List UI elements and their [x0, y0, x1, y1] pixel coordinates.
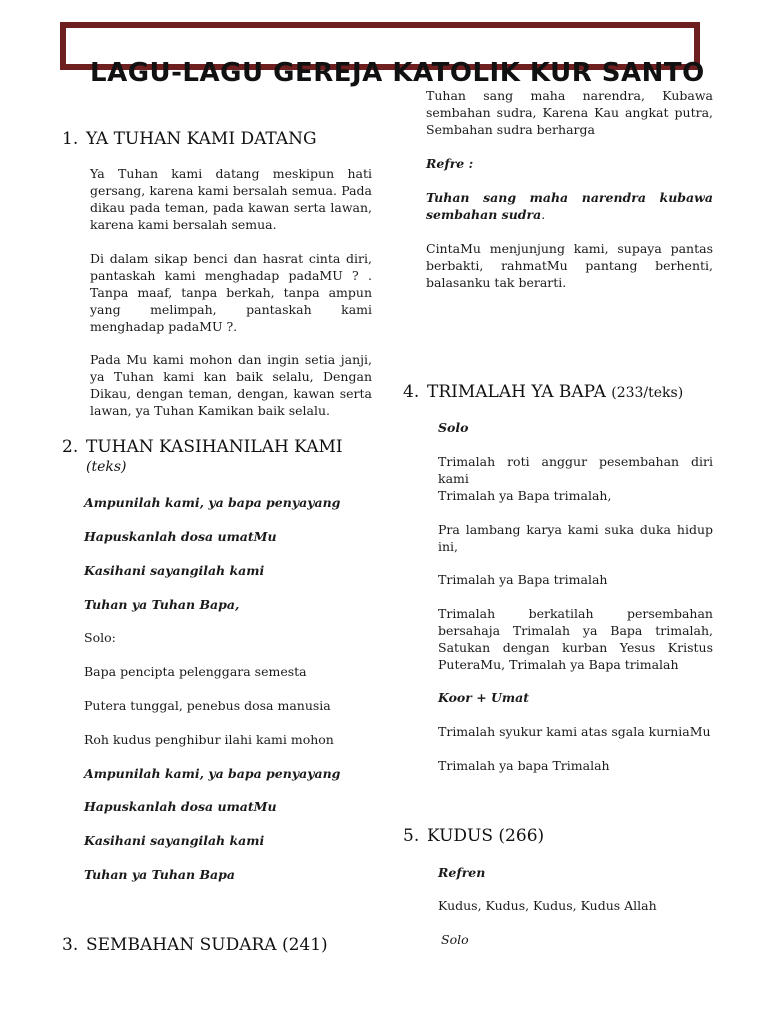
section-heading-2: [62, 437, 374, 477]
lyric-line: Kasihani sayangilah kami: [84, 833, 265, 848]
lyric-line: Trimalah ya Bapa trimalah: [438, 572, 608, 587]
refrain-text: [426, 189, 713, 223]
right-column: [403, 0, 714, 1024]
lyric-line: Putera tunggal, penebus dosa manusia: [84, 698, 331, 713]
lyric-line: Kudus, Kudus, Kudus, Kudus Allah: [438, 898, 657, 913]
lyric-paragraph: CintaMu menjunjung kami, supaya pantas berbakti, rahmatMu pantang berhenti, balasanku tak berarti.: [426, 241, 713, 290]
lyric-line: Kasihani sayangilah kami: [84, 563, 265, 578]
refrain-period: .: [541, 207, 546, 222]
section-heading-5: [403, 826, 714, 846]
section-title: KUDUS (266): [427, 826, 545, 846]
section-title: TRIMALAH YA BAPA: [427, 382, 606, 402]
section-number: 2.: [62, 437, 79, 457]
section-number: 3.: [62, 935, 79, 955]
section-number: 5.: [403, 826, 420, 846]
lyric-line: Tuhan ya Tuhan Bapa,: [84, 597, 240, 612]
lyric-paragraph: Di dalam sikap benci dan hasrat cinta diri, pantaskah kami menghadap padaMU ? . Tanpa maaf, tanpa berkah, tanpa ampun yang melimpah, pantaskah kami menghadap padaMU ?.: [90, 251, 372, 334]
lyric-line: Hapuskanlah dosa umatMu: [84, 529, 277, 544]
lyric-line: Ampunilah kami, ya bapa penyayang: [84, 495, 341, 510]
lyric-line: Hapuskanlah dosa umatMu: [84, 799, 277, 814]
lyric-line: Trimalah syukur kami atas sgala kurniaMu: [438, 724, 711, 739]
lyric-paragraph: Ya Tuhan kami datang meskipun hati gersang, karena kami bersalah semua. Pada dikau pada teman, pada kawan serta lawan, karena kami bersalah semua.: [90, 166, 372, 232]
section-heading-3: [62, 935, 374, 955]
lyric-line: Trimalah ya bapa Trimalah: [438, 758, 610, 773]
section-heading-1: [62, 129, 374, 149]
lyric-line: Trimalah ya Bapa trimalah,: [438, 488, 612, 503]
refrain-lyric: Tuhan sang maha narendra kubawa sembahan sudra: [426, 190, 713, 222]
section-suffix: (233/teks): [611, 385, 684, 401]
lyric-line: Roh kudus penghibur ilahi kami mohon: [84, 732, 334, 747]
section-title: TUHAN KASIHANILAH KAMI: [86, 437, 343, 457]
lyric-line: Tuhan ya Tuhan Bapa: [84, 867, 235, 882]
section-number: 1.: [62, 129, 79, 149]
section-subtitle: (teks): [86, 459, 127, 475]
lyric-line: Bapa pencipta pelenggara semesta: [84, 664, 307, 679]
section-number: 4.: [403, 382, 420, 402]
section-title: YA TUHAN KAMI DATANG: [86, 129, 317, 149]
lyric-line: Trimalah roti anggur pesembahan diri kami: [438, 454, 713, 486]
section-title: SEMBAHAN SUDARA (241): [86, 935, 328, 955]
section-heading-4: [403, 382, 714, 403]
lyric-paragraph: Trimalah berkatilah persembahan bersahaja Trimalah ya Bapa trimalah, Satukan dengan kurban Yesus Kristus PuteraMu, Trimalah ya Bapa trimalah: [438, 606, 713, 672]
lyric-paragraph: Pada Mu kami mohon dan ingin setia janji, ya Tuhan kami kan baik selalu, Dengan Dikau, dengan teman, dengan, kawan serta lawan, ya Tuhan Kamikan baik selalu.: [90, 352, 372, 418]
lyric-line: Ampunilah kami, ya bapa penyayang: [84, 766, 341, 781]
lyric-label: Koor + Umat: [438, 690, 530, 705]
document-title: LAGU-LAGU GEREJA KATOLIK KUR SANTO: [90, 58, 705, 88]
lyric-label: Solo:: [84, 630, 116, 645]
lyric-line: Pra lambang karya kami suka duka hidup ini,: [438, 522, 713, 554]
lyric-label: Solo: [441, 932, 469, 947]
refrain-label: Refren: [438, 865, 486, 880]
refrain-label: Refre :: [426, 156, 474, 171]
left-column: [62, 0, 374, 1024]
lyric-paragraph: Tuhan sang maha narendra, Kubawa sembahan sudra, Karena Kau angkat putra, Sembahan sudra berharga: [426, 88, 713, 137]
lyric-label: Solo: [438, 420, 469, 435]
